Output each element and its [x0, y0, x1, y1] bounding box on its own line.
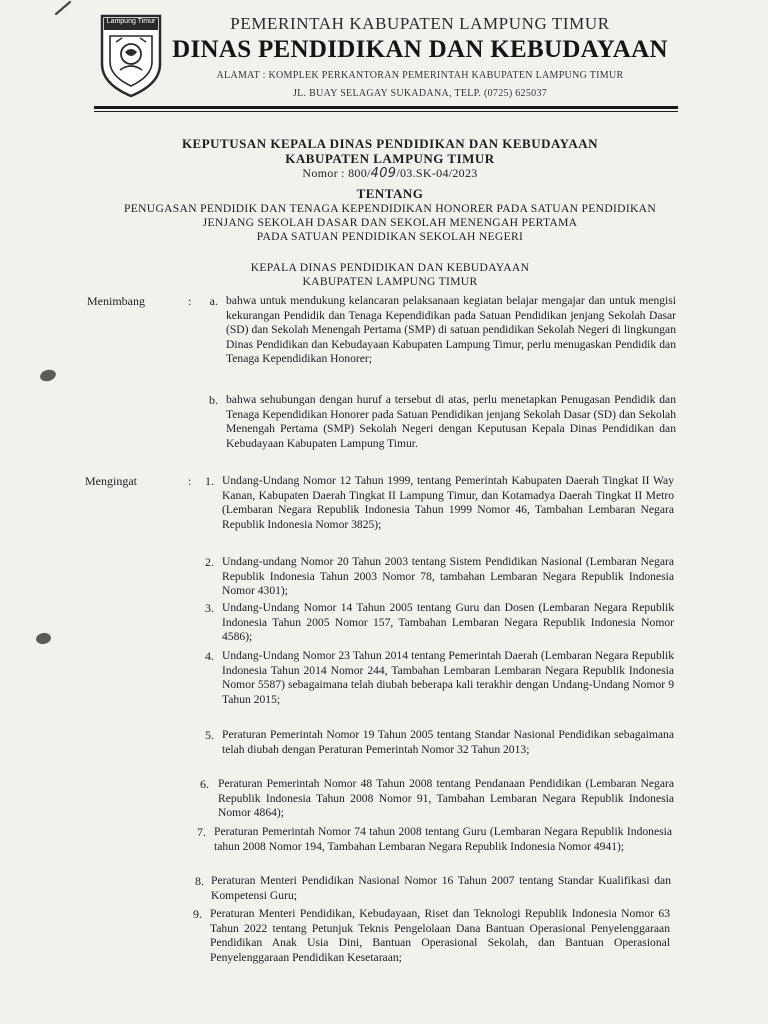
menimbang-marker-a: a. — [209, 294, 218, 308]
logo-banner-text: Lampung Timur — [106, 18, 156, 25]
menimbang-label: Menimbang — [87, 294, 145, 308]
mengingat-marker-8: 8. — [195, 874, 204, 888]
mengingat-item-8: Peraturan Menteri Pendidikan Nasional Nomor 16 Tahun 2007 tentang Standar Kualifikasi dan Kompetensi Guru; — [211, 874, 671, 902]
mengingat-marker-2: 2. — [205, 555, 214, 569]
punch-hole-lower — [35, 632, 52, 645]
decision-title-region: KABUPATEN LAMPUNG TIMUR — [285, 151, 495, 166]
tentang-heading: TENTANG — [356, 186, 424, 201]
tentang-line-3: PADA SATUAN PENDIDIKAN SEKOLAH NEGERI — [256, 230, 524, 243]
mengingat-marker-1: 1. — [205, 474, 214, 488]
letterhead-government: PEMERINTAH KABUPATEN LAMPUNG TIMUR — [230, 14, 610, 33]
letterhead-agency: DINAS PENDIDIKAN DAN KEBUDAYAAN — [172, 36, 668, 63]
tentang-line-2: JENJANG SEKOLAH DASAR DAN SEKOLAH MENENGAH PERTAMA — [202, 216, 578, 229]
mengingat-item-9: Peraturan Menteri Pendidikan, Kebudayaan, Riset dan Teknologi Republik Indonesia Nomor 63 Tahun 2022 tentang Petunjuk Teknis Pengelolaan Dana Bantuan Operasional Penyelenggaraan Pendidikan Anak Usia Dini, Bantuan Operasional Sekolah, dan Bantuan Operasional Penyelenggaraan Pendidikan Kesetaraan; — [210, 907, 670, 964]
menimbang-item-b: bahwa sehubungan dengan huruf a tersebut di atas, perlu menetapkan Penugasan Pendidik dan Tenaga Kependidikan Honorer pada Satuan Pendidikan jenjang Sekolah Dasar (SD) dan Sekolah Menengah Pertama (SMP) Sekolah Negeri dengan Keputusan Kepala Dinas Pendidikan dan Kebudayaan Kabupaten Lampung Timur. — [226, 393, 676, 450]
letterhead-street-phone: JL. BUAY SELAGAY SUKADANA, TELP. (0725) 625037 — [292, 88, 548, 99]
number-prefix: Nomor : 800/ — [302, 166, 371, 180]
issuer-line-2: KABUPATEN LAMPUNG TIMUR — [302, 275, 478, 288]
decision-title: KEPUTUSAN KEPALA DINAS PENDIDIKAN DAN KEBUDAYAAN — [181, 136, 599, 151]
mengingat-marker-5: 5. — [205, 728, 214, 742]
mengingat-marker-9: 9. — [193, 907, 202, 921]
mengingat-item-7: Peraturan Pemerintah Nomor 74 tahun 2008 tentang Guru (Lembaran Negara Republik Indonesia tahun 2008 Nomor 194, Tambahan Lembaran Negara Republik Indonesia Nomor 4941); — [214, 825, 672, 853]
number-suffix: /03.SK-04/2023 — [396, 166, 478, 180]
mengingat-marker-7: 7. — [197, 825, 206, 839]
mengingat-item-2: Undang-undang Nomor 20 Tahun 2003 tentang Sistem Pendidikan Nasional (Lembaran Negara Republik Indonesia Tahun 2003 Nomor 78, tambahan Lembaran Negara Republik Indonesia Nomor 4301); — [222, 555, 674, 598]
mengingat-colon: : — [188, 474, 192, 488]
mengingat-item-3: Undang-Undang Nomor 14 Tahun 2005 tentang Guru dan Dosen (Lembaran Negara Republik Indonesia Tahun 2005 Nomor 157, Tambahan Lembaran Negara Republik Indonesia Nomor 4586); — [222, 601, 674, 644]
number-handwritten: 409 — [370, 166, 397, 181]
decision-number — [80, 166, 700, 181]
letterhead-rule-thin — [94, 111, 678, 112]
menimbang-item-a: bahwa untuk mendukung kelancaran pelaksanaan kegiatan belajar mengajar dan untuk mengisi kekurangan Pendidik dan Tenaga Kependidikan pada Satuan Pendidikan jenjang Sekolah Dasar (SD) dan Sekolah Menengah Pertama (SMP) di satuan pendidikan Sekolah Negeri di lingkungan Dinas Pendidikan dan Kebudayaan Kabupaten Lampung Timur, perlu menugaskan Pendidik dan Tenaga Kependidikan Honorer; — [226, 294, 676, 366]
mengingat-marker-4: 4. — [205, 649, 214, 663]
mengingat-item-1: Undang-Undang Nomor 12 Tahun 1999, tentang Pemerintah Kabupaten Daerah Tingkat II Way Kanan, Kabupaten Daerah Tingkat II Lampung Timur, dan Kotamadya Daerah Tingkat II Metro (Lembaran Negara Republik Indonesia Tahun 1999 Nomor 46, Tambahan Lembaran Negara Republik Indonesia Nomor 3825); — [222, 474, 674, 531]
mengingat-label: Mengingat — [85, 474, 137, 488]
corner-pen-mark — [54, 0, 74, 16]
menimbang-colon: : — [188, 294, 192, 308]
letterhead-address: ALAMAT : KOMPLEK PERKANTORAN PEMERINTAH KABUPATEN LAMPUNG TIMUR — [216, 70, 624, 81]
mengingat-marker-6: 6. — [200, 777, 209, 791]
mengingat-item-4: Undang-Undang Nomor 23 Tahun 2014 tentang Pemerintah Daerah (Lembaran Negara Republik Indonesia Tahun 2014 Nomor 244, Tambahan Lembaran Lembaran Negara Republik Indonesia Nomor 5587) sebagaimana telah diubah beberapa kali terakhir dengan Undang-Undang Nomor 9 Tahun 2015; — [222, 649, 674, 706]
mengingat-item-5: Peraturan Pemerintah Nomor 19 Tahun 2005 tentang Standar Nasional Pendidikan sebagaimana telah diubah dengan Peraturan Pemerintah Nomor 32 Tahun 2013; — [222, 728, 674, 756]
mengingat-marker-3: 3. — [205, 601, 214, 615]
punch-hole-upper — [39, 368, 57, 383]
menimbang-marker-b: b. — [209, 393, 218, 407]
issuer-line-1: KEPALA DINAS PENDIDIKAN DAN KEBUDAYAAN — [250, 261, 530, 274]
mengingat-item-6: Peraturan Pemerintah Nomor 48 Tahun 2008 tentang Pendanaan Pendidikan (Lembaran Negara Republik Indonesia Tahun 2008 Nomor 91, Tambahan Lembaran Negara Republik Indonesia Nomor 4864); — [218, 777, 674, 820]
letterhead-rule-thick — [94, 106, 678, 109]
tentang-line-1: PENUGASAN PENDIDIK DAN TENAGA KEPENDIDIKAN HONORER PADA SATUAN PENDIDIKAN — [123, 202, 657, 215]
